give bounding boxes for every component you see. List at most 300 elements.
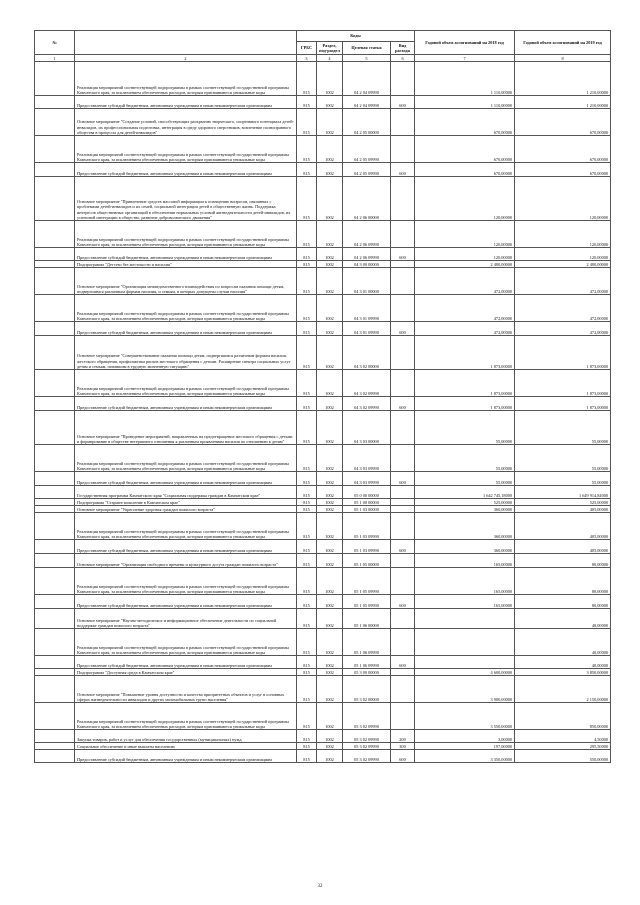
grbs-cell: 815 [297,499,317,506]
csr-cell: 05 3 02 09990 [343,730,391,743]
grbs-cell: 815 [297,513,317,540]
csr-cell: 05 3 02 09990 [343,750,391,763]
description-cell: Закупка товаров, работ и услуг для обеспечения государственных (муниципальных) нужд [75,730,297,743]
table-row [35,609,611,629]
num-cell [35,295,75,322]
table-row [35,595,611,609]
amount-2018-cell: 3,00000 [415,730,515,743]
vid-cell [391,703,415,730]
table-row [35,669,611,676]
table-row [35,472,611,486]
description-cell: Предоставление субсидий бюджетным, автономным учреждениям и иным некоммерческим организациям [75,750,297,763]
table-body [35,62,611,763]
amount-2018-cell: 670,00000 [415,109,515,136]
amount-2019-cell: 55,00000 [515,445,611,472]
amount-2019-cell: 80,00000 [515,568,611,595]
table-row [35,499,611,506]
grbs-cell: 815 [297,540,317,554]
description-cell: Подпрограмма "Старшее поколение в Камчатском крае" [75,499,297,506]
razdel-cell: 1002 [317,322,343,336]
grbs-cell: 815 [297,554,317,568]
csr-cell: 05 1 05 09990 [343,595,391,609]
num-cell [35,445,75,472]
grbs-cell: 815 [297,445,317,472]
amount-2018-cell: 670,00000 [415,136,515,163]
vid-cell: 600 [391,540,415,554]
razdel-cell: 1002 [317,370,343,397]
razdel-cell: 1002 [317,336,343,370]
column-number: 1 [35,55,75,62]
header-name [75,31,297,55]
header-grbs: ГРБС [297,42,317,55]
num-cell [35,96,75,109]
grbs-cell: 815 [297,411,317,445]
amount-2019-cell: 80,00000 [515,554,611,568]
razdel-cell: 1002 [317,743,343,750]
grbs-cell: 815 [297,750,317,763]
vid-cell [391,109,415,136]
csr-cell: 05 1 06 09990 [343,629,391,656]
table-row [35,513,611,540]
description-cell: Предоставление субсидий бюджетным, автономным учреждениям и иным некоммерческим организациям [75,322,297,336]
vid-cell [391,268,415,295]
column-number: 7 [415,55,515,62]
column-number: 8 [515,55,611,62]
description-cell: Предоставление субсидий бюджетным, автономным учреждениям и иным некоммерческим организациям [75,163,297,177]
amount-2018-cell: 165,00000 [415,568,515,595]
grbs-cell: 815 [297,96,317,109]
num-cell [35,676,75,703]
csr-cell: 04 2 04 09990 [343,62,391,96]
column-number: 4 [317,55,343,62]
vid-cell [391,221,415,248]
vid-cell: 600 [391,595,415,609]
csr-cell: 04 3 00 00000 [343,261,391,268]
vid-cell [391,506,415,513]
amount-2018-cell: 360,00000 [415,506,515,513]
table-row [35,629,611,656]
amount-2019-cell: 2 150,00000 [515,676,611,703]
description-cell: Подпрограмма "Детство без жестокости и насилия" [75,261,297,268]
table-row [35,109,611,136]
num-cell [35,261,75,268]
amount-2019-cell: 1 873,00000 [515,397,611,411]
csr-cell: 05 1 06 00000 [343,609,391,629]
grbs-cell: 815 [297,730,317,743]
table-row [35,506,611,513]
header-razdel: Раздел, под-раздел [317,42,343,55]
table-row [35,703,611,730]
description-cell: Реализация мероприятий соответствующей подпрограммы в рамках соответствующей государственной программы Камчатского края, за исключением обеспеченных расходов, которым присваиваются уникальные коды [75,62,297,96]
razdel-cell: 1002 [317,109,343,136]
column-number: 5 [343,55,391,62]
vid-cell [391,554,415,568]
description-cell: Подпрограмма "Доступная среда в Камчатском крае" [75,669,297,676]
amount-2018-cell: 197,00000 [415,743,515,750]
description-cell: Реализация мероприятий соответствующей подпрограммы в рамках соответствующей государственной программы Камчатского края, за исключением обеспеченных расходов, которым присваиваются уникальные коды [75,221,297,248]
table-row [35,397,611,411]
razdel-cell: 1002 [317,676,343,703]
amount-2018-cell: 360,00000 [415,540,515,554]
table-row [35,96,611,109]
csr-cell: 04 3 02 09990 [343,370,391,397]
num-cell [35,730,75,743]
budget-table [34,30,611,763]
razdel-cell: 1002 [317,136,343,163]
amount-2019-cell: 55,00000 [515,472,611,486]
description-cell: Основное мероприятие "Научно-методическое и информационное обеспечение деятельности по социальной поддержке граждан пожилого возраста" [75,609,297,629]
header-num: № [35,31,75,55]
description-cell: Предоставление субсидий бюджетным, автономным учреждениям и иным некоммерческим организациям [75,595,297,609]
amount-2019-cell: 55,00000 [515,411,611,445]
amount-2018-cell: 55,00000 [415,472,515,486]
csr-cell: 04 2 05 00000 [343,109,391,136]
csr-cell: 04 3 02 00000 [343,336,391,370]
num-cell [35,411,75,445]
grbs-cell: 815 [297,656,317,669]
num-cell [35,136,75,163]
csr-cell: 05 1 03 09990 [343,513,391,540]
vid-cell [391,177,415,221]
table-row [35,163,611,177]
description-cell: Государственная программа Камчатского края "Социальная поддержка граждан в Камчатском крае" [75,486,297,499]
amount-2019-cell: 405,00000 [515,513,611,540]
vid-cell: 600 [391,750,415,763]
amount-2018-cell: 55,00000 [415,445,515,472]
column-number-row [35,55,611,62]
grbs-cell: 815 [297,163,317,177]
amount-2018-cell: 670,00000 [415,163,515,177]
amount-2018-cell: 3 900,00000 [415,676,515,703]
grbs-cell: 815 [297,295,317,322]
description-cell: Предоставление субсидий бюджетным, автономным учреждениям и иным некоммерческим организациям [75,397,297,411]
num-cell [35,669,75,676]
vid-cell [391,336,415,370]
table-row [35,221,611,248]
description-cell: Основное мероприятие "Проведение мероприятий, направленных на предотвращение жестокого обращения с детьми и формирование в обществе нетерпимого отношения к различным проявлениям насилия по отношению к детям" [75,411,297,445]
amount-2019-cell: 40,00000 [515,609,611,629]
table-row [35,743,611,750]
table-row [35,62,611,96]
csr-cell: 04 2 06 00000 [343,177,391,221]
amount-2019-cell: 40,00000 [515,629,611,656]
csr-cell: 04 3 02 09990 [343,397,391,411]
vid-cell: 600 [391,96,415,109]
razdel-cell: 1002 [317,513,343,540]
vid-cell [391,629,415,656]
amount-2019-cell: 472,00000 [515,268,611,295]
razdel-cell: 1002 [317,609,343,629]
razdel-cell: 1002 [317,397,343,411]
grbs-cell: 815 [297,506,317,513]
num-cell [35,370,75,397]
description-cell: Основное мероприятие "Привлечение средств массовой информации к освещению вопросов, связанных с проблемами детей-инвалидов и их семей, социальной интеграции детей в общественную жизнь. Поддержка интересов общественных организаций в обеспечении нормальных условий жизнедеятельности детей-инвалидов, их успешной интеграции в общество, развитие добровольческого движения" [75,177,297,221]
csr-cell: 05 1 00 00000 [343,499,391,506]
description-cell: Основное мероприятие "Организация свободного времени и культурного досуга граждан пожилого возраста" [75,554,297,568]
description-cell: Реализация мероприятий соответствующей подпрограммы в рамках соответствующей государственной программы Камчатского края, за исключением обеспеченных расходов, которым присваиваются уникальные коды [75,629,297,656]
description-cell: Социальное обеспечение и иные выплаты населению [75,743,297,750]
grbs-cell: 815 [297,629,317,656]
table-row [35,411,611,445]
amount-2019-cell: 3 850,00000 [515,669,611,676]
grbs-cell: 815 [297,136,317,163]
amount-2018-cell: 1 873,00000 [415,397,515,411]
num-cell [35,109,75,136]
description-cell: Предоставление субсидий бюджетным, автономным учреждениям и иным некоммерческим организациям [75,96,297,109]
num-cell [35,486,75,499]
grbs-cell: 815 [297,568,317,595]
num-cell [35,221,75,248]
csr-cell: 04 2 06 09990 [343,248,391,261]
razdel-cell: 1002 [317,486,343,499]
razdel-cell: 1002 [317,248,343,261]
amount-2019-cell: 120,00000 [515,248,611,261]
vid-cell [391,295,415,322]
header-csr: Целевая статья [343,42,391,55]
vid-cell: 600 [391,656,415,669]
num-cell [35,62,75,96]
description-cell: Реализация мероприятий соответствующей подпрограммы в рамках соответствующей государственной программы Камчатского края, за исключением обеспеченных расходов, которым присваиваются уникальные коды [75,568,297,595]
grbs-cell: 815 [297,743,317,750]
amount-2018-cell: 120,00000 [415,221,515,248]
num-cell [35,177,75,221]
description-cell: Реализация мероприятий соответствующей подпрограммы в рамках соответствующей государственной программы Камчатского края, за исключением обеспеченных расходов, которым присваиваются уникальные коды [75,703,297,730]
amount-2019-cell: 4,50000 [515,730,611,743]
vid-cell [391,609,415,629]
description-cell: Предоставление субсидий бюджетным, автономным учреждениям и иным некоммерческим организациям [75,540,297,554]
razdel-cell: 1002 [317,221,343,248]
amount-2018-cell: 120,00000 [415,248,515,261]
amount-2018-cell: 360,00000 [415,513,515,540]
table-row [35,336,611,370]
razdel-cell: 1002 [317,703,343,730]
grbs-cell: 815 [297,397,317,411]
csr-cell: 04 3 03 00000 [343,411,391,445]
amount-2019-cell: 80,00000 [515,595,611,609]
grbs-cell: 815 [297,472,317,486]
razdel-cell: 1002 [317,411,343,445]
csr-cell: 04 3 01 09990 [343,295,391,322]
csr-cell: 04 3 03 09990 [343,445,391,472]
grbs-cell: 815 [297,370,317,397]
amount-2018-cell: 1 873,00000 [415,336,515,370]
amount-2018-cell [415,629,515,656]
description-cell: Предоставление субсидий бюджетным, автономным учреждениям и иным некоммерческим организациям [75,472,297,486]
razdel-cell: 1002 [317,295,343,322]
csr-cell: 04 2 04 09990 [343,96,391,109]
num-cell [35,609,75,629]
amount-2018-cell: 472,00000 [415,295,515,322]
razdel-cell: 1002 [317,261,343,268]
amount-2018-cell: 1 110,00000 [415,96,515,109]
description-cell: Реализация мероприятий соответствующей подпрограммы в рамках соответствующей государственной программы Камчатского края, за исключением обеспеченных расходов, которым присваиваются уникальные коды [75,295,297,322]
amount-2019-cell: 850,00000 [515,703,611,730]
num-cell [35,163,75,177]
amount-2018-cell: 472,00000 [415,268,515,295]
description-cell: Предоставление субсидий бюджетным, автономным учреждениям и иным некоммерческим организациям [75,656,297,669]
razdel-cell: 1002 [317,595,343,609]
description-cell: Основное мероприятие "Укрепление здоровья граждан пожилого возраста" [75,506,297,513]
vid-cell [391,411,415,445]
vid-cell: 600 [391,397,415,411]
table-row [35,268,611,295]
num-cell [35,703,75,730]
num-cell [35,554,75,568]
razdel-cell: 1002 [317,540,343,554]
table-row [35,136,611,163]
vid-cell: 600 [391,248,415,261]
table-row [35,656,611,669]
razdel-cell: 1002 [317,96,343,109]
razdel-cell: 1002 [317,268,343,295]
amount-2019-cell: 295,50000 [515,743,611,750]
grbs-cell: 815 [297,109,317,136]
csr-cell: 05 1 05 00000 [343,554,391,568]
description-cell: Основное мероприятие "Организация межведомственного взаимодействия по вопросам оказания помощи детям, подвергшимся различным формам насилия, и семьям, в которых допущены случаи насилия" [75,268,297,295]
amount-2019-cell: 1 873,00000 [515,370,611,397]
description-cell: Предоставление субсидий бюджетным, автономным учреждениям и иным некоммерческим организациям [75,248,297,261]
num-cell [35,322,75,336]
table-row [35,568,611,595]
vid-cell [391,499,415,506]
table-row [35,540,611,554]
page-number: 32 [317,884,323,889]
amount-2019-cell: 670,00000 [515,136,611,163]
csr-cell: 05 0 00 00000 [343,486,391,499]
table-row [35,676,611,703]
num-cell [35,629,75,656]
column-number: 3 [297,55,317,62]
grbs-cell: 815 [297,322,317,336]
vid-cell [391,370,415,397]
razdel-cell: 1002 [317,499,343,506]
grbs-cell: 815 [297,669,317,676]
amount-2018-cell: 165,00000 [415,554,515,568]
amount-2018-cell: 1 110,00000 [415,62,515,96]
amount-2018-cell [415,656,515,669]
amount-2018-cell: 165,00000 [415,595,515,609]
amount-2019-cell: 405,00000 [515,540,611,554]
amount-2019-cell: 40,00000 [515,656,611,669]
grbs-cell: 815 [297,336,317,370]
amount-2019-cell: 405,00000 [515,506,611,513]
razdel-cell: 1002 [317,554,343,568]
amount-2018-cell: 2 400,00000 [415,261,515,268]
razdel-cell: 1002 [317,62,343,96]
razdel-cell: 1002 [317,656,343,669]
amount-2018-cell: 525,00000 [415,499,515,506]
vid-cell [391,568,415,595]
num-cell [35,595,75,609]
razdel-cell: 1002 [317,163,343,177]
vid-cell: 600 [391,322,415,336]
razdel-cell: 1002 [317,730,343,743]
vid-cell [391,486,415,499]
grbs-cell: 815 [297,177,317,221]
csr-cell: 04 2 05 09990 [343,163,391,177]
csr-cell: 04 2 05 09990 [343,136,391,163]
vid-cell: 600 [391,472,415,486]
num-cell [35,540,75,554]
table-row [35,177,611,221]
vid-cell: 300 [391,743,415,750]
grbs-cell: 815 [297,261,317,268]
grbs-cell: 815 [297,703,317,730]
razdel-cell: 1002 [317,750,343,763]
amount-2019-cell: 550,00000 [515,750,611,763]
num-cell [35,743,75,750]
table-row [35,261,611,268]
razdel-cell: 1002 [317,506,343,513]
amount-2019-cell: 1 649 914,84000 [515,486,611,499]
amount-2019-cell: 472,00000 [515,295,611,322]
vid-cell: 200 [391,730,415,743]
vid-cell [391,261,415,268]
num-cell [35,656,75,669]
vid-cell [391,513,415,540]
grbs-cell: 815 [297,609,317,629]
amount-2019-cell: 120,00000 [515,221,611,248]
column-number: 6 [391,55,415,62]
csr-cell: 05 3 00 00000 [343,669,391,676]
amount-2019-cell: 1 873,00000 [515,336,611,370]
amount-2018-cell: 3 350,00000 [415,750,515,763]
vid-cell [391,136,415,163]
description-cell: Реализация мероприятий соответствующей подпрограммы в рамках соответствующей государственной программы Камчатского края, за исключением обеспеченных расходов, которым присваиваются уникальные коды [75,136,297,163]
table-row [35,750,611,763]
amount-2018-cell: 472,00000 [415,322,515,336]
table-row [35,730,611,743]
table-row [35,370,611,397]
vid-cell [391,62,415,96]
description-cell: Основное мероприятие "Создание условий, способствующих раскрытию творческого, спортивного потенциала детей-инвалидов, их профессиональная подготовка, интеграция в среду здорового сверстников, вовлечение полноправного общества в процессы для детей-инвалидов" [75,109,297,136]
amount-2018-cell: 1 873,00000 [415,370,515,397]
vid-cell: 600 [391,163,415,177]
description-cell: Реализация мероприятий соответствующей подпрограммы в рамках соответствующей государственной программы Камчатского края, за исключением обеспеченных расходов, которым присваиваются уникальные коды [75,445,297,472]
column-number: 2 [75,55,297,62]
num-cell [35,248,75,261]
description-cell: Основное мероприятие "Повышение уровня доступности и качества приоритетных объектов и услуг в основных сферах жизнедеятельности инвалидов и других маломобильных групп населения" [75,676,297,703]
csr-cell: 05 1 05 09990 [343,568,391,595]
amount-2018-cell [415,609,515,629]
grbs-cell: 815 [297,486,317,499]
description-cell: Основное мероприятие "Совершенствование оказания помощи детям, подвергшимся различным формам насилия, жестокого обращения, профилактика рисков жестокого обращения с детьми. Расширение спектра социальных услуг детям и семьям, попавшим в трудную жизненную ситуацию" [75,336,297,370]
num-cell [35,397,75,411]
csr-cell: 05 3 02 09990 [343,703,391,730]
description-cell: Реализация мероприятий соответствующей подпрограммы в рамках соответствующей государственной программы Камчатского края, за исключением обеспеченных расходов, которым присваиваются уникальные коды [75,370,297,397]
header-codes-group: Коды [297,31,415,42]
csr-cell: 05 1 03 00000 [343,506,391,513]
razdel-cell: 1002 [317,445,343,472]
table-row [35,486,611,499]
amount-2018-cell: 4 600,00000 [415,669,515,676]
header-vid: Вид расхода [391,42,415,55]
amount-2019-cell: 472,00000 [515,322,611,336]
amount-2019-cell: 120,00000 [515,177,611,221]
csr-cell: 05 3 02 00000 [343,676,391,703]
razdel-cell: 1002 [317,177,343,221]
vid-cell [391,445,415,472]
amount-2018-cell: 55,00000 [415,411,515,445]
amount-2019-cell: 525,00000 [515,499,611,506]
table-row [35,322,611,336]
csr-cell: 05 3 02 09990 [343,743,391,750]
vid-cell [391,669,415,676]
amount-2018-cell: 1 642 745,18000 [415,486,515,499]
razdel-cell: 1002 [317,472,343,486]
csr-cell: 04 3 03 09990 [343,472,391,486]
description-cell: Реализация мероприятий соответствующей подпрограммы в рамках соответствующей государственной программы Камчатского края, за исключением обеспеченных расходов, которым присваиваются уникальные коды [75,513,297,540]
